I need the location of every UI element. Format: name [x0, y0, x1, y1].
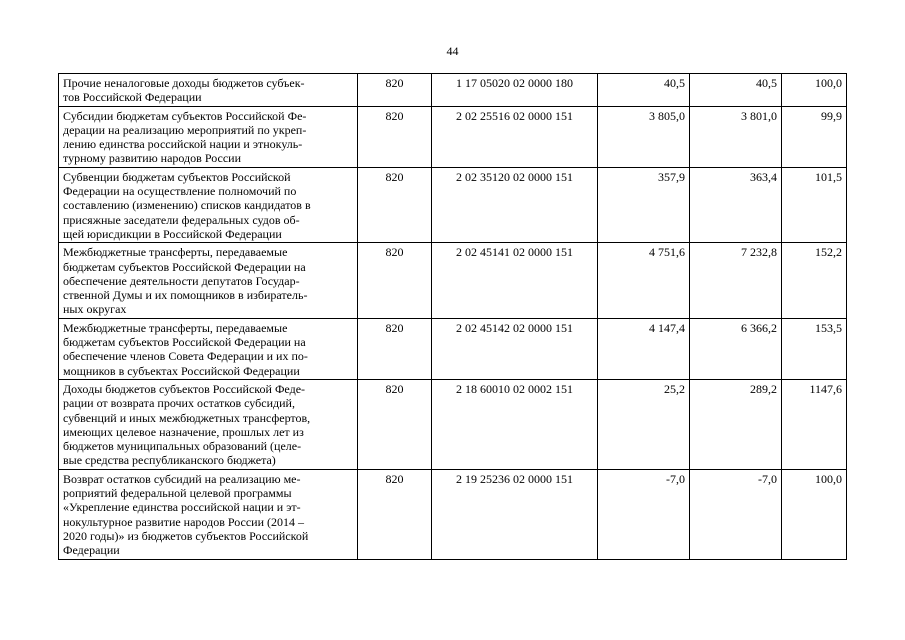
description-line: бюджетов муниципальных образований (целе-	[63, 439, 302, 454]
percent-cell: 152,2	[782, 243, 847, 318]
row-description	[59, 167, 358, 242]
description-line: тов Российской Федерации	[63, 90, 202, 105]
description-line: составлению (изменению) списков кандидатов в	[63, 198, 311, 213]
description-line: Межбюджетные трансферты, передаваемые	[63, 320, 288, 335]
description-line: Федерации	[63, 543, 120, 558]
description-line: Субвенции бюджетам субъектов Российской	[63, 169, 291, 184]
executed-amount-cell: 363,4	[690, 167, 782, 242]
description-line: щей юрисдикции в Российской Федерации	[63, 226, 282, 241]
description-line: Прочие неналоговые доходы бюджетов субъек-	[63, 76, 305, 90]
approved-amount-cell: 40,5	[598, 74, 690, 107]
percent-cell: 99,9	[782, 106, 847, 167]
admin-code-cell: 820	[358, 167, 432, 242]
description-line: бюджетам субъектов Российской Федерации на	[63, 259, 306, 274]
kbk-code-cell: 2 19 25236 02 0000 151	[432, 469, 598, 559]
row-description	[59, 243, 358, 318]
executed-amount-cell: 289,2	[690, 379, 782, 469]
description-line: присяжные заседатели федеральных судов об-	[63, 212, 300, 227]
executed-amount-cell: -7,0	[690, 469, 782, 559]
description-line: ных округах	[63, 302, 127, 317]
admin-code-cell: 820	[358, 379, 432, 469]
description-line: Субсидии бюджетам субъектов Российской Фе-	[63, 108, 307, 123]
kbk-code-cell: 1 17 05020 02 0000 180	[432, 74, 598, 107]
table-row	[59, 318, 847, 379]
admin-code-cell: 820	[358, 318, 432, 379]
admin-code-cell: 820	[358, 74, 432, 107]
row-description	[59, 469, 358, 559]
kbk-code-cell: 2 02 45142 02 0000 151	[432, 318, 598, 379]
table-row	[59, 74, 847, 107]
description-line: субвенций и иных межбюджетных трансфертов,	[63, 410, 311, 425]
description-line: нокультурное развитие народов России (2014 –	[63, 514, 305, 529]
row-description	[59, 74, 358, 107]
executed-amount-cell: 3 801,0	[690, 106, 782, 167]
description-line: вые средства республиканского бюджета)	[63, 453, 276, 468]
page-number: 44	[446, 44, 459, 58]
admin-code-cell: 820	[358, 243, 432, 318]
description-line: бюджетам субъектов Российской Федерации на	[63, 335, 306, 350]
description-line: обеспечение деятельности депутатов Государ-	[63, 273, 300, 288]
row-description	[59, 379, 358, 469]
row-description	[59, 318, 358, 379]
description-line: дерации на реализацию мероприятий по укреп-	[63, 122, 307, 137]
description-line: «Укрепление единства российской нации и эт-	[63, 500, 301, 515]
table-body	[59, 74, 847, 560]
description-line: рации от возврата прочих остатков субсидий,	[63, 396, 295, 411]
table-row	[59, 243, 847, 318]
description-line: мощников в субъектах Российской Федерации	[63, 363, 300, 378]
revenue-table	[58, 73, 847, 560]
kbk-code-cell: 2 18 60010 02 0002 151	[432, 379, 598, 469]
description-line: обеспечение членов Совета Федерации и их по-	[63, 349, 308, 364]
approved-amount-cell: 25,2	[598, 379, 690, 469]
description-line: Доходы бюджетов субъектов Российской Феде-	[63, 381, 306, 396]
approved-amount-cell: 4 147,4	[598, 318, 690, 379]
percent-cell: 153,5	[782, 318, 847, 379]
description-line: Межбюджетные трансферты, передаваемые	[63, 245, 288, 260]
percent-cell: 100,0	[782, 469, 847, 559]
executed-amount-cell: 6 366,2	[690, 318, 782, 379]
description-line: Возврат остатков субсидий на реализацию ме-	[63, 471, 301, 486]
description-line: 2020 годы)» из бюджетов субъектов Российской	[63, 528, 309, 543]
kbk-code-cell: 2 02 45141 02 0000 151	[432, 243, 598, 318]
description-line: турному развитию народов России	[63, 151, 242, 166]
admin-code-cell: 820	[358, 106, 432, 167]
approved-amount-cell: 4 751,6	[598, 243, 690, 318]
table-row	[59, 106, 847, 167]
kbk-code-cell: 2 02 35120 02 0000 151	[432, 167, 598, 242]
description-line: имеющих целевое назначение, прошлых лет из	[63, 424, 304, 439]
percent-cell: 100,0	[782, 74, 847, 107]
table-row	[59, 469, 847, 559]
kbk-code-cell: 2 02 25516 02 0000 151	[432, 106, 598, 167]
description-line: роприятий федеральной целевой программы	[63, 486, 292, 501]
table-row	[59, 379, 847, 469]
row-description	[59, 106, 358, 167]
percent-cell: 101,5	[782, 167, 847, 242]
executed-amount-cell: 7 232,8	[690, 243, 782, 318]
approved-amount-cell: -7,0	[598, 469, 690, 559]
description-line: лению единства российской нации и этнокуль-	[63, 137, 303, 152]
approved-amount-cell: 3 805,0	[598, 106, 690, 167]
percent-cell: 1147,6	[782, 379, 847, 469]
description-line: ственной Думы и их помощников в избиратель-	[63, 288, 308, 303]
description-line: Федерации на осуществление полномочий по	[63, 184, 297, 199]
admin-code-cell: 820	[358, 469, 432, 559]
executed-amount-cell: 40,5	[690, 74, 782, 107]
table-row	[59, 167, 847, 242]
approved-amount-cell: 357,9	[598, 167, 690, 242]
